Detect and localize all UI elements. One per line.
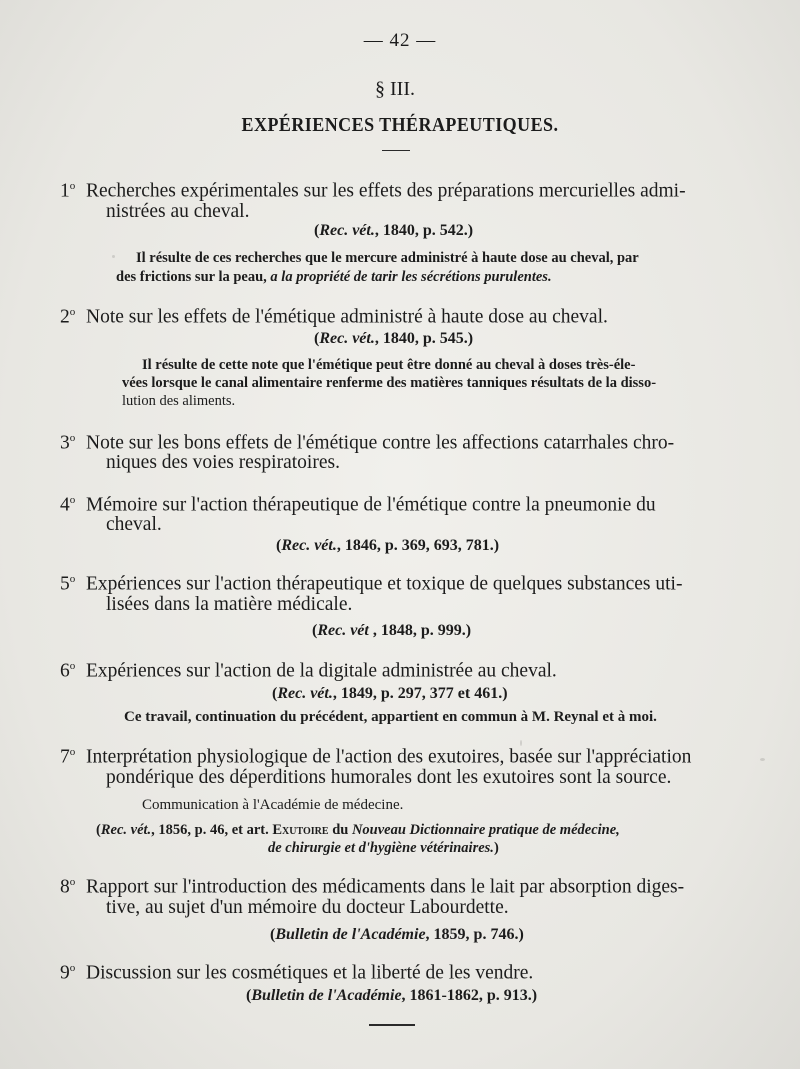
- entry-6-reference: (Rec. vét., 1849, p. 297, 377 et 461.): [272, 685, 508, 702]
- section-number: § III.: [375, 78, 415, 100]
- paper-speck: [112, 255, 115, 258]
- entry-3-line-1: 3$^o$ Note sur les bons effets de l'émétique contre les affections catarrhales chro-: [60, 426, 674, 456]
- entry-8-reference: (Bulletin de l'Académie, 1859, p. 746.): [270, 926, 524, 943]
- section-title: EXPÉRIENCES THÉRAPEUTIQUES.: [241, 114, 559, 136]
- entry-3-line-2: niques des voies respiratoires.: [106, 452, 340, 473]
- entry-number: 3$^o$: [60, 432, 76, 454]
- entry-number: 5$^o$: [60, 573, 76, 595]
- entry-2-reference: (Rec. vét., 1840, p. 545.): [314, 330, 474, 347]
- entry-2-note-line-1: Il résulte de cette note que l'émétique peut être donné au cheval à doses très-éle-: [142, 357, 636, 373]
- entry-4-line-2: cheval.: [106, 514, 162, 535]
- entry-2-note-line-3: lution des aliments.: [122, 393, 236, 409]
- entry-5-reference: (Rec. vét , 1848, p. 999.): [312, 622, 472, 639]
- entry-5-line-2: lisées dans la matière médicale.: [106, 594, 353, 615]
- entry-2-line-1: 2$^o$ Note sur les effets de l'émétique administré à haute dose au cheval.: [60, 300, 608, 330]
- entry-number: 1$^o$: [60, 180, 76, 202]
- paper-speck: [760, 758, 765, 761]
- entry-7-communication: Communication à l'Académie de médecine.: [142, 797, 404, 813]
- entry-2-note-line-2: vées lorsque le canal alimentaire renferme des matières tanniques résultats de la disso-: [122, 375, 657, 391]
- entry-1-line-1: 1$^o$ Recherches expérimentales sur les effets des préparations mercurielles admi-: [60, 174, 686, 204]
- entry-8-line-1: 8$^o$ Rapport sur l'introduction des médicaments dans le lait par absorption diges-: [60, 870, 684, 900]
- entry-7-reference-line-1: (Rec. vét., 1856, p. 46, et art. Exutoire du Nouveau Dictionnaire pratique de médecine,: [96, 822, 620, 838]
- entry-1-note-line-2: des frictions sur la peau, a la propriété de tarir les sécrétions purulentes.: [116, 269, 552, 285]
- entry-number: 6$^o$: [60, 660, 76, 682]
- entry-1-line-2: nistrées au cheval.: [106, 201, 250, 222]
- entry-4-line-1: 4$^o$ Mémoire sur l'action thérapeutique de l'émétique contre la pneumonie du: [60, 488, 656, 518]
- entry-7-line-2: pondérique des déperditions humorales dont les exutoires sont la source.: [106, 767, 672, 788]
- entry-5-line-1: 5$^o$ Expériences sur l'action thérapeutique et toxique de quelques substances uti-: [60, 567, 682, 597]
- entry-8-line-2: tive, au sujet d'un mémoire du docteur Labourdette.: [106, 897, 509, 918]
- entry-number: 8$^o$: [60, 876, 76, 898]
- entry-number: 2$^o$: [60, 306, 76, 328]
- entry-number: 7$^o$: [60, 746, 76, 768]
- entry-4-reference: (Rec. vét., 1846, p. 369, 693, 781.): [276, 537, 500, 554]
- entry-1-reference: (Rec. vét., 1840, p. 542.): [314, 222, 474, 239]
- entry-9-line-1: 9$^o$ Discussion sur les cosmétiques et la liberté de les vendre.: [60, 956, 533, 986]
- page-number: — 42 —: [363, 30, 437, 51]
- entry-7-reference-line-2: de chirurgie et d'hygiène vétérinaires.): [268, 840, 499, 856]
- entry-number: 9$^o$: [60, 962, 76, 984]
- entry-7-line-1: 7$^o$ Interprétation physiologique de l'action des exutoires, basée sur l'appréciation: [60, 740, 691, 770]
- entry-6-line-1: 6$^o$ Expériences sur l'action de la digitale administrée au cheval.: [60, 654, 557, 684]
- entry-6-note: Ce travail, continuation du précédent, appartient en commun à M. Reynal et à moi.: [124, 709, 657, 725]
- entry-number: 4$^o$: [60, 494, 76, 516]
- title-rule: [382, 150, 410, 151]
- end-rule: [369, 1024, 415, 1026]
- entry-1-note-line-1: Il résulte de ces recherches que le mercure administré à haute dose au cheval, par: [136, 250, 639, 266]
- entry-9-reference: (Bulletin de l'Académie, 1861-1862, p. 913.): [246, 987, 538, 1004]
